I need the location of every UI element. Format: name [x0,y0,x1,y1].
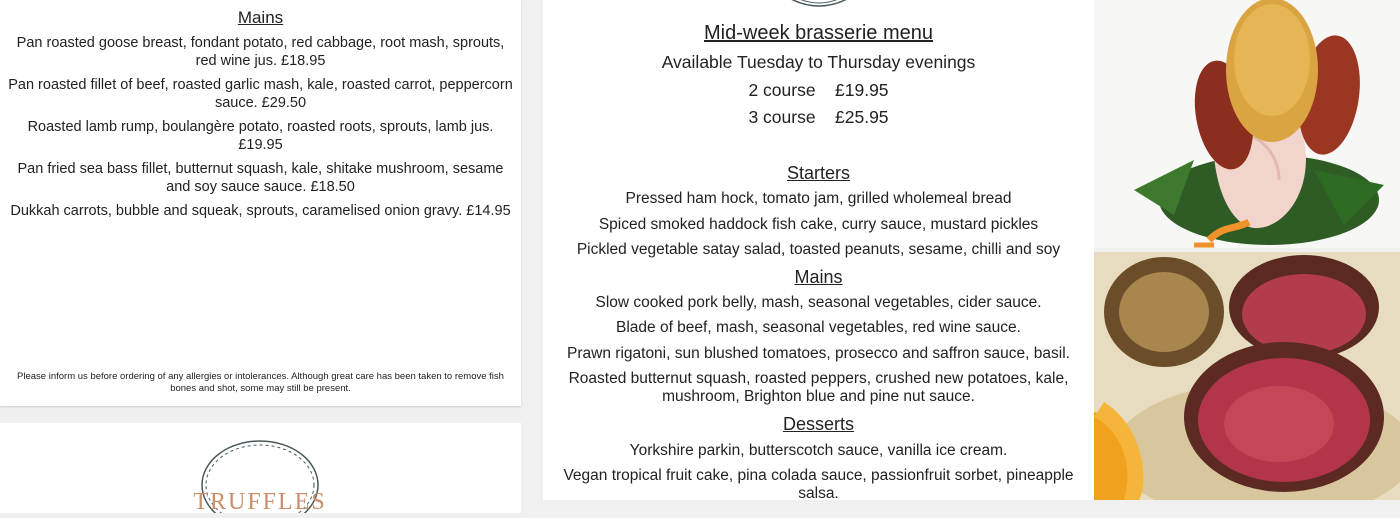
starter-ham-hock: Pressed ham hock, tomato jam, grilled wholemeal bread [625,190,1012,207]
dish-lamb-rump: Roasted lamb rump, boulangère potato, roasted roots, sprouts, lamb jus. £19.95 [27,119,494,153]
mains-list [0,34,521,226]
dish-goose: Pan roasted goose breast, fondant potato, red cabbage, root mash, sprouts, red wine jus. £18.95 [16,35,505,69]
mains-heading-center: Mains [794,267,843,287]
dessert-tropical-cake: Vegan tropical fruit cake, pina colada sauce, passionfruit sorbet, pineapple salsa. [563,467,1074,500]
main-blade-beef: Blade of beef, mash, seasonal vegetables, red wine sauce. [616,319,1021,336]
logo-text: TRUFFLES [193,489,327,513]
two-course-price: 2 course £19.95 [748,80,889,100]
main-butternut-squash: Roasted butternut squash, roasted peppers, crushed new potatoes, kale, mushroom, Brighton blue and pine nut sauce. [568,370,1069,405]
dish-sea-bass: Pan fried sea bass fillet, butternut squash, kale, shitake mushroom, sesame and soy sauce sauce. £18.50 [17,161,504,195]
availability-text: Available Tuesday to Thursday evenings [661,52,976,72]
dessert-parkin: Yorkshire parkin, butterscotch sauce, vanilla ice cream. [629,442,1008,459]
starters-heading: Starters [786,163,851,183]
dish-beef-fillet: Pan roasted fillet of beef, roasted garlic mash, kale, roasted carrot, peppercorn sauce. £29.50 [8,77,513,111]
main-pork-belly: Slow cooked pork belly, mash, seasonal vegetables, cider sauce. [595,294,1042,311]
main-prawn-rigatoni: Prawn rigatoni, sun blushed tomatoes, prosecco and saffron sauce, basil. [567,345,1070,362]
mains-heading: Mains [237,8,284,27]
three-course-price: 3 course £25.95 [748,107,889,127]
menu-title: Mid-week brasserie menu [704,22,933,44]
allergy-note: Please inform us before ordering of any allergies or intolerances. Although great care has been taken to remove fish bones and shot, some may still be present. [17,370,504,394]
dish-dukkah-carrots: Dukkah carrots, bubble and squeak, sprouts, caramelised onion gravy. £14.95 [10,203,511,219]
brasserie-menu-panel [543,0,1094,500]
starter-fish-cake: Spiced smoked haddock fish cake, curry sauce, mustard pickles [598,216,1039,233]
logo-ornament-icon [779,0,859,10]
desserts-heading: Desserts [782,414,854,434]
starter-satay-salad: Pickled vegetable satay salad, toasted peanuts, sesame, chilli and soy [576,241,1061,258]
dish-photo-poultry [1094,0,1400,248]
left-menu-panel [0,0,521,406]
dish-photo-beef [1094,252,1400,500]
